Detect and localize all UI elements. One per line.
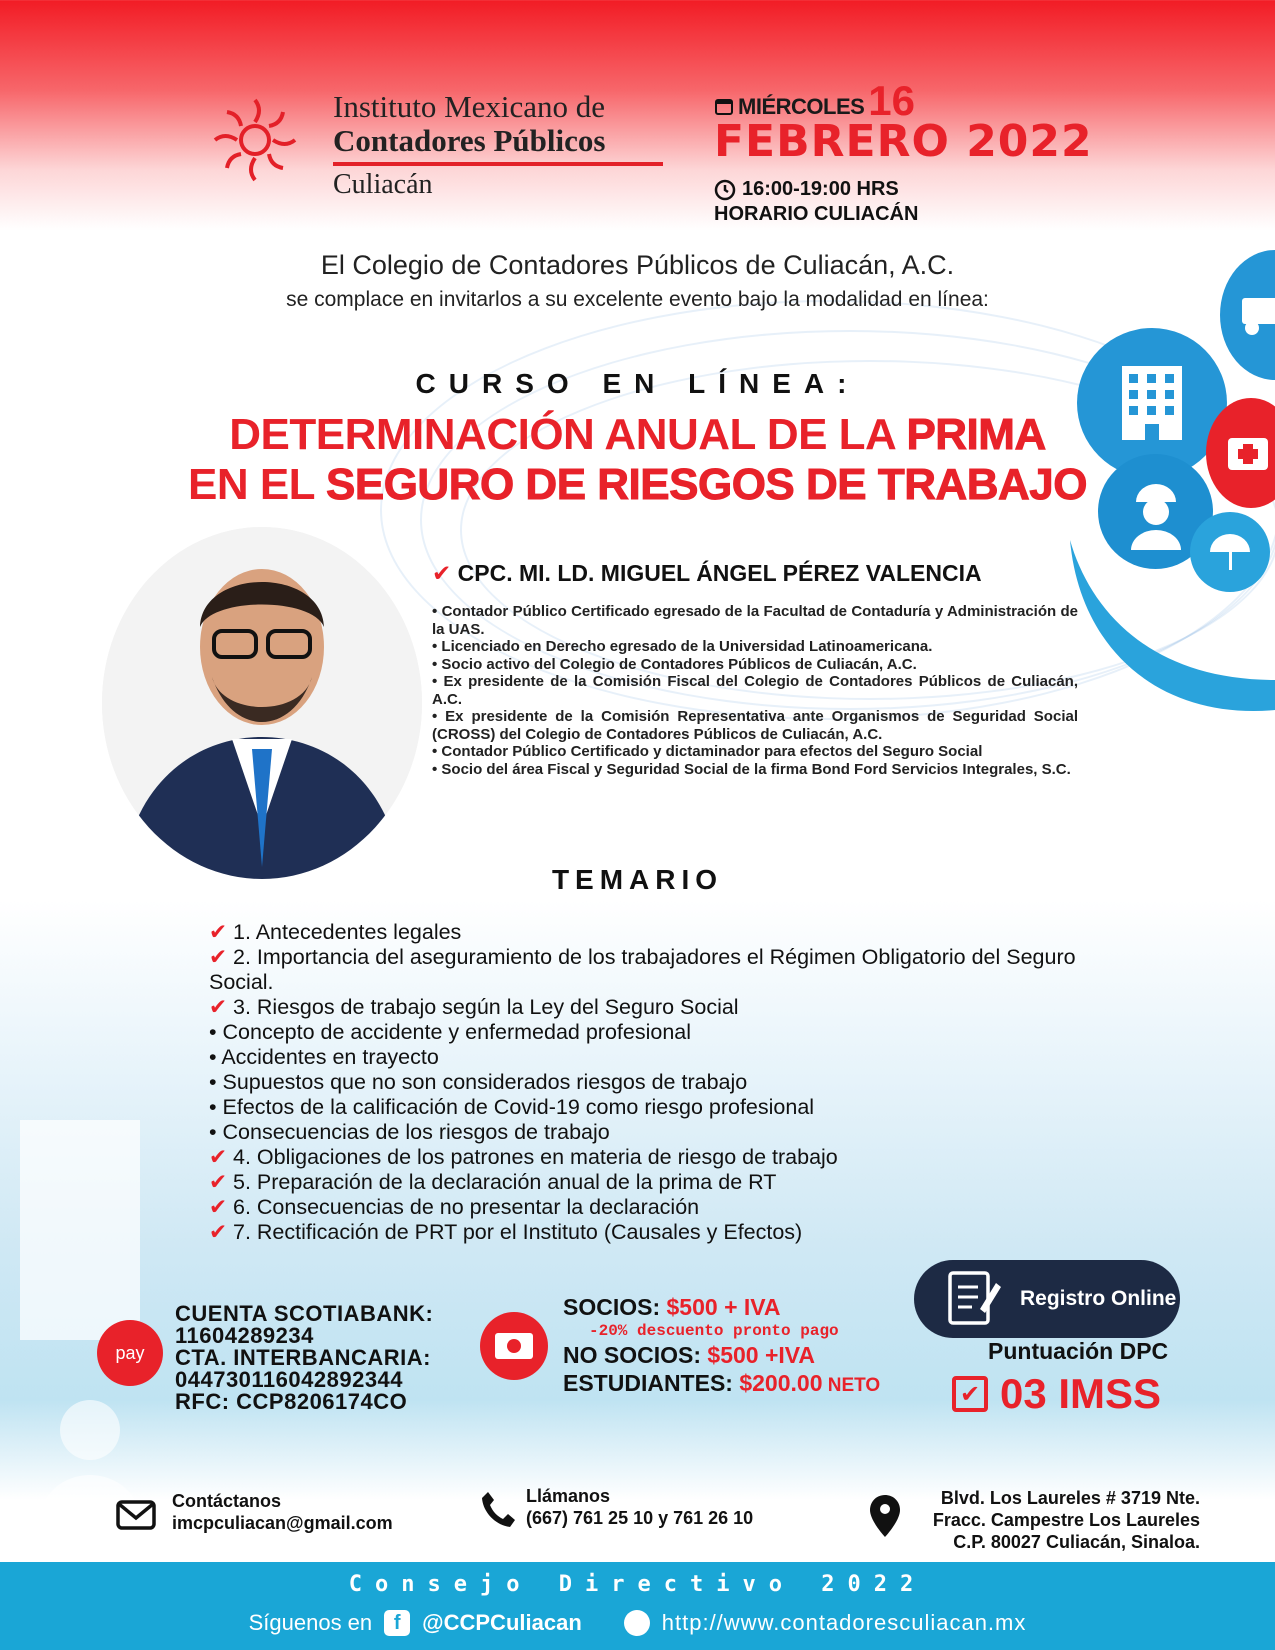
form-icon bbox=[944, 1269, 1002, 1329]
facebook-icon: f bbox=[384, 1610, 410, 1636]
contact-email-title: Contáctanos bbox=[172, 1491, 282, 1511]
register-online-label: Registro Online bbox=[1020, 1287, 1177, 1310]
bank-line: CTA. INTERBANCARIA: bbox=[175, 1345, 431, 1370]
bio-item: • Socio activo del Colegio de Contadores Públicos de Culiacán, A.C. bbox=[432, 655, 917, 673]
clock-icon bbox=[714, 179, 736, 201]
temario-item bbox=[209, 920, 1089, 945]
temario-title: TEMARIO bbox=[551, 864, 724, 895]
bio-item: • Contador Público Certificado egresado de la Facultad de Contaduría y Administración de la UAS. bbox=[432, 603, 1078, 638]
address-line: Fracc. Campestre Los Laureles bbox=[932, 1510, 1200, 1530]
event-timezone: HORARIO CULIACÁN bbox=[714, 203, 919, 225]
institute-logo bbox=[205, 90, 665, 200]
intro-line-2: se complace en invitarlos a su excelente evento bajo la modalidad en línea: bbox=[286, 288, 989, 311]
intro-line-1: El Colegio de Contadores Públicos de Culiacán, A.C. bbox=[320, 250, 955, 280]
globe-icon bbox=[624, 1610, 650, 1636]
temario-item bbox=[209, 1170, 1089, 1195]
facebook-handle[interactable]: @CCPCuliacan bbox=[422, 1610, 582, 1635]
dpc-value bbox=[952, 1370, 1161, 1418]
contact-phone-value[interactable]: (667) 761 25 10 y 761 26 10 bbox=[526, 1508, 754, 1528]
temario-item-text: 4. Obligaciones de los patrones en materia de riesgo de trabajo bbox=[233, 1145, 838, 1169]
faded-worker-icon bbox=[20, 1380, 160, 1520]
address-line: Blvd. Los Laureles # 3719 Nte. bbox=[940, 1488, 1200, 1508]
speaker-name-text: CPC. MI. LD. MIGUEL ÁNGEL PÉREZ VALENCIA bbox=[457, 560, 982, 586]
temario-item bbox=[209, 1045, 1089, 1070]
event-date bbox=[714, 77, 1094, 225]
contact-phone-title: Llámanos bbox=[526, 1486, 611, 1506]
logo-line-1: Instituto Mexicano de bbox=[333, 89, 606, 124]
estudiantes-label: ESTUDIANTES: bbox=[563, 1370, 740, 1396]
mail-icon bbox=[116, 1500, 156, 1530]
socios-price: $500 + IVA bbox=[666, 1294, 781, 1320]
bank-info bbox=[175, 1303, 433, 1413]
course-title-part: DETERMINACIÓN ANUAL DE LA bbox=[229, 410, 907, 459]
speaker-bio bbox=[432, 603, 1078, 778]
bank-line: CUENTA SCOTIABANK: bbox=[175, 1301, 434, 1326]
check-icon: ✔ bbox=[209, 1145, 233, 1169]
temario-item bbox=[209, 1145, 1089, 1170]
logo-divider bbox=[333, 162, 663, 166]
course-title-line-2 bbox=[0, 460, 1275, 510]
temario-item-text: • Consecuencias de los riesgos de trabajo bbox=[209, 1120, 610, 1144]
social-links bbox=[0, 1610, 1275, 1636]
council-label: Consejo Directivo 2022 bbox=[348, 1572, 927, 1597]
temario-item bbox=[209, 1220, 1089, 1245]
day-number: 16 bbox=[868, 77, 916, 124]
contact-address bbox=[880, 1487, 1200, 1553]
temario-item-text: 7. Rectificación de PRT por el Instituto (Causales y Efectos) bbox=[233, 1220, 803, 1244]
faded-building-icon bbox=[0, 1100, 170, 1350]
temario-item-text: • Accidentes en trayecto bbox=[209, 1045, 439, 1069]
temario-item-text: 3. Riesgos de trabajo según la Ley del Seguro Social bbox=[233, 995, 739, 1019]
follow-label: Síguenos en bbox=[248, 1610, 373, 1635]
temario-item bbox=[209, 995, 1089, 1020]
speaker-photo bbox=[102, 527, 422, 879]
event-time: 16:00-19:00 HRS bbox=[742, 178, 899, 200]
check-icon: ✔ bbox=[209, 1220, 233, 1244]
hand-icon bbox=[1060, 530, 1275, 730]
phone-icon bbox=[480, 1490, 516, 1528]
address-line: C.P. 80027 Culiacán, Sinaloa. bbox=[953, 1532, 1200, 1552]
temario-item-text: 2. Importancia del aseguramiento de los trabajadores el Régimen Obligatorio del Seguro Social. bbox=[209, 945, 1076, 994]
bank-line: RFC: CCP8206174CO bbox=[175, 1389, 408, 1414]
temario-item bbox=[209, 945, 1089, 995]
price-list bbox=[563, 1293, 880, 1400]
pay-icon bbox=[97, 1320, 163, 1386]
dpc-value-text: 03 IMSS bbox=[1000, 1370, 1162, 1417]
contact-phone bbox=[526, 1485, 753, 1529]
discount-note: -20% descuento pronto pago bbox=[589, 1322, 839, 1340]
temario-item bbox=[209, 1020, 1089, 1045]
money-icon bbox=[480, 1312, 548, 1380]
check-icon: ✔ bbox=[209, 1195, 233, 1219]
course-kicker: CURSO EN LÍNEA: bbox=[415, 368, 860, 399]
temario-item bbox=[209, 1095, 1089, 1120]
check-icon: ✔ bbox=[209, 995, 233, 1019]
temario-item bbox=[209, 1070, 1089, 1095]
calendar-icon bbox=[714, 96, 734, 116]
bio-item: • Ex presidente de la Comisión Fiscal del Colegio de Contadores Públicos de Culiacán, A.C. bbox=[432, 673, 1078, 708]
estudiantes-suffix: NETO bbox=[822, 1375, 881, 1396]
no-socios-label: NO SOCIOS: bbox=[563, 1342, 708, 1368]
bank-line: 11604289234 bbox=[175, 1323, 314, 1348]
estudiantes-price: $200.00 bbox=[739, 1370, 823, 1396]
bio-item: • Ex presidente de la Comisión Representativa ante Organismos de Seguridad Social (CROSS) del Colegio de Contadores Públicos de Culiacán, A.C. bbox=[432, 708, 1078, 743]
checkbox-icon: ✔ bbox=[952, 1376, 988, 1412]
contact-email bbox=[172, 1490, 393, 1534]
socios-label: SOCIOS: bbox=[563, 1294, 667, 1320]
check-icon: ✔ bbox=[432, 560, 452, 586]
temario-item-text: • Concepto de accidente y enfermedad profesional bbox=[209, 1020, 692, 1044]
pay-icon-label: pay bbox=[115, 1342, 145, 1363]
bio-item: • Licenciado en Derecho egresado de la Universidad Latinoamericana. bbox=[432, 638, 933, 655]
register-online-button[interactable] bbox=[914, 1260, 1180, 1338]
no-socios-price: $500 +IVA bbox=[707, 1342, 816, 1368]
temario-item-text: 6. Consecuencias de no presentar la declaración bbox=[233, 1195, 700, 1219]
check-icon: ✔ bbox=[209, 920, 233, 944]
temario-item-text: 1. Antecedentes legales bbox=[233, 920, 462, 944]
check-icon: ✔ bbox=[209, 1170, 233, 1194]
course-title-part: EN EL bbox=[187, 460, 326, 509]
course-title-emphasis: PRIMA bbox=[906, 410, 1046, 459]
course-title-line-1 bbox=[0, 410, 1275, 460]
bio-item: • Socio del área Fiscal y Seguridad Social de la firma Bond Ford Servicios Integrales, S.C. bbox=[432, 760, 1071, 778]
contact-email-value[interactable]: imcpculiacan@gmail.com bbox=[172, 1513, 393, 1533]
month-year: FEBRERO 2022 bbox=[714, 116, 1093, 167]
temario-item-text: 5. Preparación de la declaración anual de la prima de RT bbox=[233, 1170, 777, 1194]
temario-list bbox=[209, 920, 1089, 1245]
speaker-name bbox=[432, 560, 982, 587]
dpc-label: Puntuación DPC bbox=[988, 1338, 1169, 1364]
temario-item bbox=[209, 1120, 1089, 1145]
temario-item-text: • Efectos de la calificación de Covid-19 como riesgo profesional bbox=[209, 1095, 815, 1119]
website-link[interactable]: http://www.contadoresculiacan.mx bbox=[661, 1610, 1027, 1635]
course-title-emphasis: SEGURO DE RIESGOS DE TRABAJO bbox=[326, 460, 1088, 509]
weekday: MIÉRCOLES bbox=[738, 94, 865, 119]
sun-logo-icon bbox=[205, 90, 305, 190]
logo-line-3: Culiacán bbox=[333, 169, 433, 200]
temario-item bbox=[209, 1195, 1089, 1220]
check-icon: ✔ bbox=[209, 945, 233, 969]
bio-item: • Contador Público Certificado y dictaminador para efectos del Seguro Social bbox=[432, 743, 983, 760]
bank-line: 044730116042892344 bbox=[175, 1367, 404, 1392]
logo-line-2: Contadores Públicos bbox=[333, 123, 606, 158]
temario-item-text: • Supuestos que no son considerados riesgos de trabajo bbox=[209, 1070, 748, 1094]
